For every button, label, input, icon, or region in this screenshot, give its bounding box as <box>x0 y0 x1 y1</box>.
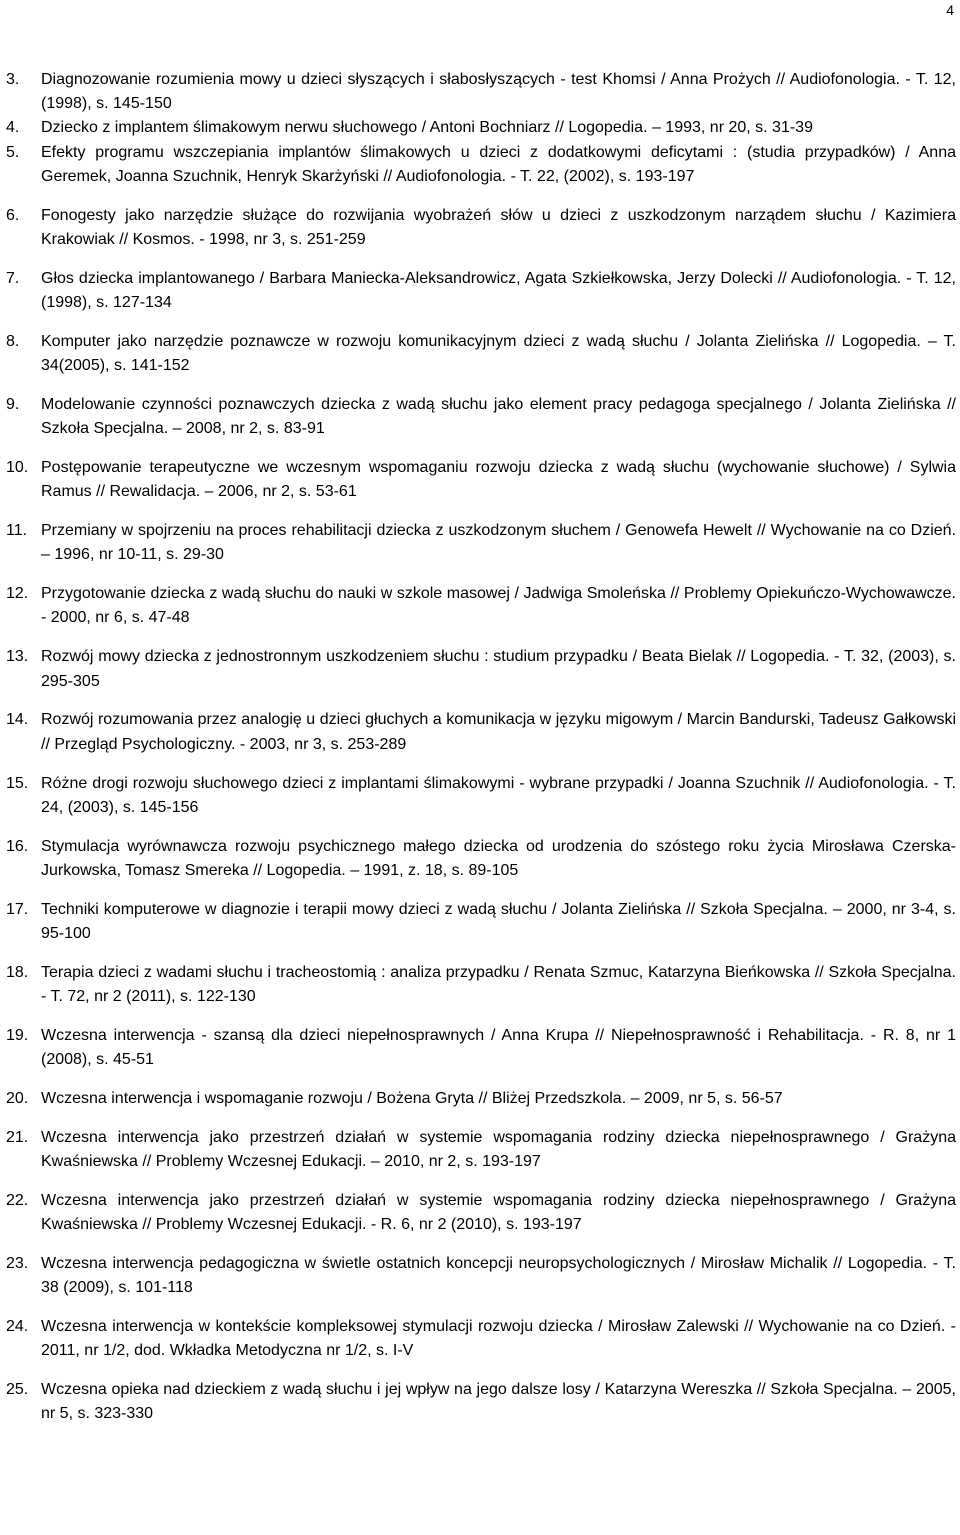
reference-number: 15. <box>6 774 29 792</box>
reference-item <box>6 1087 956 1111</box>
reference-item <box>6 267 956 315</box>
reference-text: Wczesna interwencja jako przestrzeń działań w systemie wspomagania rodziny dziecka niepełnosprawnego / Grażyna Kwaśniewska // Problemy Wczesnej Edukacji. - R. 6, nr 2 (2010), s. 193-197 <box>41 1192 956 1234</box>
reference-item <box>6 772 956 820</box>
reference-item <box>6 68 956 116</box>
reference-number: 23. <box>6 1255 29 1273</box>
reference-text: Wczesna interwencja w kontekście kompleksowej stymulacji rozwoju dziecka / Mirosław Zalewski // Wychowanie na co Dzień. - 2011, nr 1/2, dod. Wkładka Metodyczna nr 1/2, s. I-V <box>41 1318 956 1360</box>
reference-item <box>6 1024 956 1072</box>
reference-text: Wczesna interwencja pedagogiczna w świetle ostatnich koncepcji neuropsychologicznych / Mirosław Michalik // Logopedia. - T. 38 (2009), s. 101-118 <box>41 1255 956 1297</box>
reference-item <box>6 1315 956 1363</box>
reference-number: 19. <box>6 1026 29 1044</box>
reference-number: 17. <box>6 900 29 918</box>
reference-text: Terapia dzieci z wadami słuchu i tracheostomią : analiza przypadku / Renata Szmuc, Katarzyna Bieńkowska // Szkoła Specjalna. - T. 72, nr 2 (2011), s. 122-130 <box>41 963 956 1006</box>
reference-item <box>6 1252 956 1300</box>
reference-number: 9. <box>6 395 20 413</box>
reference-number: 3. <box>6 71 20 88</box>
reference-item <box>6 645 956 693</box>
reference-text: Rozwój rozumowania przez analogię u dzieci głuchych a komunikacja w języku migowym / Marcin Bandurski, Tadeusz Gałkowski // Przegląd Psychologiczny. - 2003, nr 3, s. 253-289 <box>41 711 956 753</box>
reference-number: 11. <box>6 522 28 540</box>
reference-text: Postępowanie terapeutyczne we wczesnym wspomaganiu rozwoju dziecka z wadą słuchu (wychowanie słuchowe) / Sylwia Ramus // Rewalidacja. – 2006, nr 2, s. 53-61 <box>41 459 956 501</box>
reference-text: Wczesna interwencja i wspomaganie rozwoju / Bożena Gryta // Bliżej Przedszkola. – 2009, nr 5, s. 56-57 <box>41 1090 783 1108</box>
reference-item <box>6 1378 956 1426</box>
page-number: 4 <box>946 2 954 18</box>
reference-item <box>6 582 956 630</box>
reference-item <box>6 456 956 504</box>
reference-text: Przygotowanie dziecka z wadą słuchu do nauki w szkole masowej / Jadwiga Smoleńska // Problemy Opiekuńczo-Wychowawcze. - 2000, nr 6, s. 47-48 <box>41 585 956 627</box>
reference-item <box>6 116 956 140</box>
reference-text: Dziecko z implantem ślimakowym nerwu słuchowego / Antoni Bochniarz // Logopedia. – 1993, nr 20, s. 31-39 <box>41 119 813 137</box>
reference-number: 13. <box>6 648 29 666</box>
reference-text: Fonogesty jako narzędzie służące do rozwijania wyobrażeń słów u dzieci z uszkodzonym narządem słuchu / Kazimiera Krakowiak // Kosmos. - 1998, nr 3, s. 251-259 <box>41 206 956 248</box>
reference-number: 6. <box>6 206 20 224</box>
reference-text: Różne drogi rozwoju słuchowego dzieci z implantami ślimakowymi - wybrane przypadki / Joanna Szuchnik // Audiofonologia. - T. 24, (2003), s. 145-156 <box>41 774 956 816</box>
reference-number: 8. <box>6 332 20 350</box>
reference-number: 5. <box>6 143 20 161</box>
reference-text: Diagnozowanie rozumienia mowy u dzieci słyszących i słabosłyszących - test Khomsi / Anna Prożych // Audiofonologia. - T. 12, (1998), s. 145-150 <box>41 71 956 113</box>
reference-text: Przemiany w spojrzeniu na proces rehabilitacji dziecka z uszkodzonym słuchem / Genowefa Hewelt // Wychowanie na co Dzień. – 1996, nr 10-11, s. 29-30 <box>41 522 956 564</box>
reference-number: 22. <box>6 1192 29 1209</box>
reference-number: 16. <box>6 837 29 855</box>
reference-item <box>6 330 956 378</box>
reference-item <box>6 204 956 252</box>
reference-item <box>6 519 956 567</box>
reference-number: 20. <box>6 1090 29 1108</box>
reference-item <box>6 835 956 883</box>
reference-number: 18. <box>6 963 29 981</box>
reference-item <box>6 393 956 441</box>
reference-text: Głos dziecka implantowanego / Barbara Maniecka-Aleksandrowicz, Agata Szkiełkowska, Jerzy Dolecki // Audiofonologia. - T. 12, (1998), s. 127-134 <box>41 269 956 311</box>
reference-item <box>6 141 956 189</box>
reference-number: 14. <box>6 711 29 729</box>
reference-text: Modelowanie czynności poznawczych dziecka z wadą słuchu jako element pracy pedagoga specjalnego / Jolanta Zielińska // Szkoła Specjalna. – 2008, nr 2, s. 83-91 <box>41 395 956 438</box>
reference-text: Komputer jako narzędzie poznawcze w rozwoju komunikacyjnym dzieci z wadą słuchu / Jolanta Zielińska // Logopedia. – T. 34(2005), s. 141-152 <box>41 332 956 375</box>
reference-text: Wczesna interwencja - szansą dla dzieci niepełnosprawnych / Anna Krupa // Niepełnosprawność i Rehabilitacja. - R. 8, nr 1 (2008), s. 45-51 <box>41 1026 956 1069</box>
reference-text: Efekty programu wszczepiania implantów ślimakowych u dzieci z dodatkowymi deficytami : (studia przypadków) / Anna Geremek, Joanna Szuchnik, Henryk Skarżyński // Audiofonologia. - T. 22, (2002), s. 193-197 <box>41 143 956 185</box>
reference-item <box>6 1126 956 1174</box>
reference-number: 7. <box>6 269 20 287</box>
reference-text: Rozwój mowy dziecka z jednostronnym uszkodzeniem słuchu : studium przypadku / Beata Bielak // Logopedia. - T. 32, (2003), s. 295-305 <box>41 648 956 690</box>
reference-text: Wczesna opieka nad dzieckiem z wadą słuchu i jej wpływ na jego dalsze losy / Katarzyna Wereszka // Szkoła Specjalna. – 2005, nr 5, s. 323-330 <box>41 1381 956 1423</box>
reference-number: 24. <box>6 1318 29 1336</box>
reference-text: Techniki komputerowe w diagnozie i terapii mowy dzieci z wadą słuchu / Jolanta Zielińska // Szkoła Specjalna. – 2000, nr 3-4, s. 95-100 <box>41 900 956 942</box>
reference-number: 25. <box>6 1381 29 1399</box>
reference-item <box>6 1189 956 1237</box>
reference-text: Stymulacja wyrównawcza rozwoju psychicznego małego dziecka od urodzenia do szóstego roku życia Mirosława Czerska-Jurkowska, Tomasz Smereka // Logopedia. – 1991, z. 18, s. 89-105 <box>41 837 956 879</box>
reference-number: 4. <box>6 119 20 137</box>
reference-item <box>6 961 956 1009</box>
reference-text: Wczesna interwencja jako przestrzeń działań w systemie wspomagania rodziny dziecka niepełnosprawnego / Grażyna Kwaśniewska // Problemy Wczesnej Edukacji. – 2010, nr 2, s. 193-197 <box>41 1128 956 1171</box>
reference-number: 10. <box>6 459 29 477</box>
reference-item <box>6 898 956 946</box>
reference-item <box>6 708 956 756</box>
reference-number: 12. <box>6 585 29 603</box>
reference-number: 21. <box>6 1128 29 1146</box>
reference-list <box>6 68 956 1441</box>
